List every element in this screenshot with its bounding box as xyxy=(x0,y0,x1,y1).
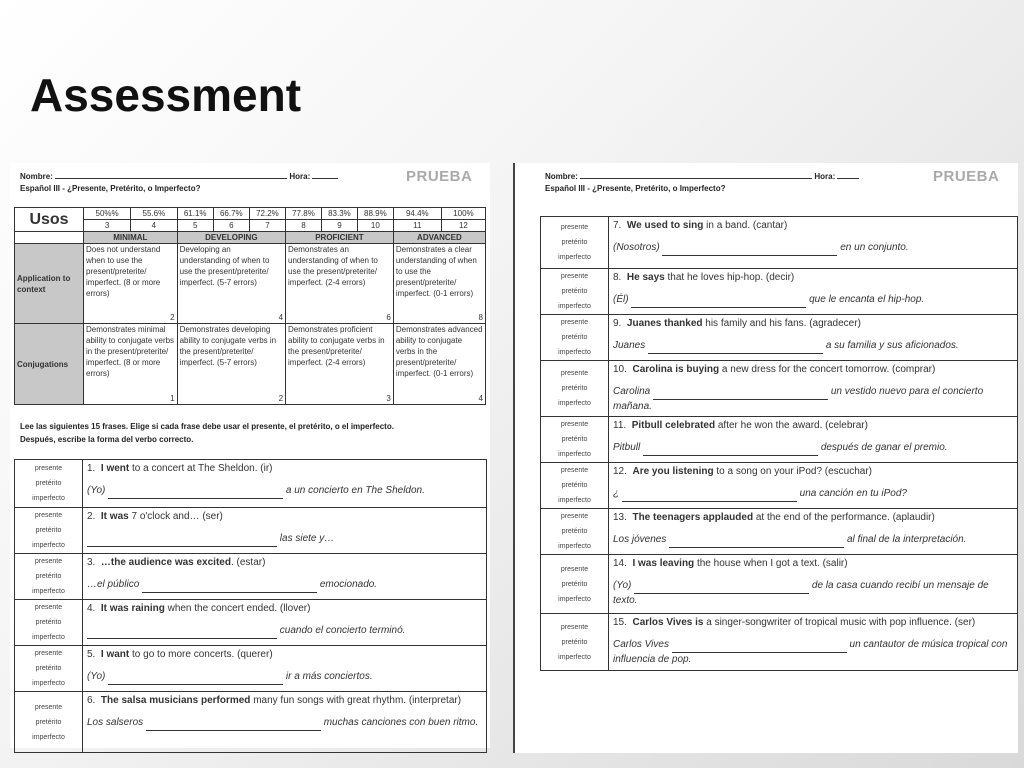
percent: 61.1% xyxy=(177,208,213,220)
rubric-cell xyxy=(84,244,178,324)
question-cell xyxy=(609,417,1018,463)
question-prompt xyxy=(87,648,482,662)
tense-option-pretérito[interactable]: pretérito xyxy=(35,665,62,672)
answer-blank[interactable] xyxy=(669,533,844,548)
question-row xyxy=(541,361,1018,417)
answer-ending: emocionado. xyxy=(319,579,378,590)
answer-blank[interactable] xyxy=(622,487,797,502)
tense-option-pretérito[interactable]: pretérito xyxy=(35,573,62,580)
tense-option-imperfecto[interactable]: imperfecto xyxy=(32,634,65,641)
question-text: many fun songs with great rhythm. (interpretar) xyxy=(250,695,462,706)
tense-options xyxy=(15,646,83,692)
score: 4 xyxy=(131,220,177,232)
rubric-cell xyxy=(393,244,485,324)
questions-table-1 xyxy=(14,459,487,753)
question-cell xyxy=(609,463,1018,509)
answer-blank[interactable] xyxy=(87,532,277,547)
question-text: after he won the award. (celebrar) xyxy=(715,420,868,431)
tense-options xyxy=(15,554,83,600)
question-row xyxy=(541,417,1018,463)
rubric-row-label: Application to context xyxy=(15,244,84,324)
tense-options xyxy=(541,361,609,417)
tense-option-imperfecto[interactable]: imperfecto xyxy=(32,680,65,687)
answer-blank[interactable] xyxy=(634,579,809,594)
tense-option-imperfecto[interactable]: imperfecto xyxy=(558,497,591,504)
answer-sentence xyxy=(613,487,1013,502)
tense-options xyxy=(15,692,83,753)
question-number: 6. xyxy=(87,695,96,706)
tense-option-presente[interactable]: presente xyxy=(34,465,63,472)
rubric-descriptor: Does not understand when to use the present/preterite/ imperfect. (8 or more errors) xyxy=(86,245,161,298)
answer-blank[interactable] xyxy=(108,484,283,499)
answer-ending: muchas canciones con buen ritmo. xyxy=(323,717,479,728)
answer-ending: un vestido nuevo para el concierto mañana. xyxy=(613,386,984,412)
tense-options xyxy=(541,555,609,614)
answer-blank[interactable] xyxy=(648,339,823,354)
answer-sentence xyxy=(87,670,482,685)
question-key-phrase: Carolina is buying xyxy=(632,364,720,375)
question-key-phrase: I went xyxy=(100,463,130,474)
tense-options xyxy=(541,417,609,463)
question-cell xyxy=(609,555,1018,614)
rubric-descriptor: Demonstrates proficient ability to conjugate verbs in the present/preterite/ imperfect. (2-4 errors) xyxy=(288,325,385,367)
question-prompt xyxy=(613,271,1013,285)
tense-options xyxy=(541,217,609,269)
answer-blank[interactable] xyxy=(653,385,828,400)
answer-subject: Los salseros xyxy=(87,717,144,728)
instruction-line: Lee las siguientes 15 frases. Elige si cada frase debe usar el presente, el pretérito, o el imperfecto. xyxy=(20,422,394,431)
question-text: to go to more concerts. (querer) xyxy=(129,649,273,660)
answer-sentence xyxy=(87,484,482,499)
question-prompt xyxy=(87,694,482,708)
question-number: 1. xyxy=(87,463,96,474)
rubric-table xyxy=(14,207,486,405)
question-prompt xyxy=(87,602,482,616)
answer-ending: cuando el concierto terminó. xyxy=(279,625,406,636)
question-number: 5. xyxy=(87,649,96,660)
question-row xyxy=(15,508,487,554)
tense-option-pretérito[interactable]: pretérito xyxy=(35,527,62,534)
answer-subject: Carlos Vives xyxy=(613,639,669,650)
rubric-points: 8 xyxy=(478,313,483,322)
score: 12 xyxy=(441,220,485,232)
name-label: Nombre: xyxy=(20,172,53,181)
rubric-descriptor: Demonstrates an understanding of when to use the present/preterite/ imperfect. (2-4 errors) xyxy=(288,245,378,287)
answer-subject: (Él) xyxy=(613,294,629,305)
tense-option-imperfecto[interactable]: imperfecto xyxy=(558,595,591,603)
question-text: a new dress for the concert tomorrow. (comprar) xyxy=(719,364,936,375)
question-prompt xyxy=(613,616,1013,630)
question-row xyxy=(541,509,1018,555)
level-minimal: MINIMAL xyxy=(84,232,178,244)
worksheet-subtitle: Español III - ¿Presente, Pretérito, o Imperfecto? xyxy=(545,184,726,193)
answer-sentence xyxy=(87,532,482,547)
tense-option-presente[interactable]: presente xyxy=(34,650,63,657)
answer-subject: (Nosotros) xyxy=(613,242,660,253)
tense-option-imperfecto[interactable]: imperfecto xyxy=(32,495,65,502)
question-key-phrase: Are you listening xyxy=(632,466,714,477)
tense-option-pretérito[interactable]: pretérito xyxy=(561,638,588,646)
rubric-cell xyxy=(286,244,394,324)
question-row xyxy=(541,217,1018,269)
question-key-phrase: The salsa musicians performed xyxy=(100,695,251,706)
tense-option-pretérito[interactable]: pretérito xyxy=(561,436,588,443)
answer-blank[interactable] xyxy=(672,638,847,653)
score: 6 xyxy=(213,220,249,232)
tense-option-presente[interactable]: presente xyxy=(560,224,589,231)
score: 10 xyxy=(357,220,393,232)
instructions xyxy=(20,420,394,446)
question-prompt xyxy=(613,419,1013,433)
tense-option-pretérito[interactable]: pretérito xyxy=(561,528,588,535)
question-row xyxy=(15,600,487,646)
question-row xyxy=(541,463,1018,509)
rubric-row xyxy=(15,244,486,324)
question-cell xyxy=(609,361,1018,417)
rubric-points: 4 xyxy=(278,313,284,322)
tense-option-imperfecto[interactable]: imperfecto xyxy=(558,451,591,458)
rubric-points: 4 xyxy=(478,394,483,403)
usos-header: Usos xyxy=(15,208,84,232)
question-key-phrase: Pitbull celebrated xyxy=(631,420,716,431)
answer-subject: ¿ xyxy=(613,488,620,499)
rubric-descriptor: Developing an understanding of when to use the present/preterite/ imperfect. (5-7 errors) xyxy=(179,245,270,287)
question-row xyxy=(15,692,487,753)
answer-subject: …el público xyxy=(87,579,140,590)
question-key-phrase: Juanes thanked xyxy=(626,318,703,329)
questions-table-2 xyxy=(540,216,1018,671)
tense-option-presente[interactable]: presente xyxy=(34,703,63,711)
question-text: to a concert at The Sheldon. (ir) xyxy=(129,463,273,474)
answer-sentence xyxy=(87,578,482,593)
level-proficient: PROFICIENT xyxy=(286,232,394,244)
question-number: 9. xyxy=(613,318,622,329)
question-key-phrase: It was raining xyxy=(100,603,165,614)
question-number: 11. xyxy=(613,420,627,431)
rubric-points: 1 xyxy=(170,394,175,403)
tense-option-presente[interactable]: presente xyxy=(34,604,63,611)
answer-blank[interactable] xyxy=(631,293,806,308)
question-number: 10. xyxy=(613,364,627,375)
tense-option-imperfecto[interactable]: imperfecto xyxy=(558,303,591,310)
tense-option-presente[interactable]: presente xyxy=(560,319,589,326)
question-cell xyxy=(609,509,1018,555)
answer-blank[interactable] xyxy=(643,441,818,456)
level-advanced: ADVANCED xyxy=(393,232,485,244)
answer-subject: (Yo) xyxy=(613,580,632,591)
question-prompt xyxy=(87,510,482,524)
tense-option-presente[interactable]: presente xyxy=(34,512,63,519)
answer-blank[interactable] xyxy=(662,241,837,256)
question-key-phrase: We used to sing xyxy=(626,220,704,231)
rubric-points: 3 xyxy=(386,394,391,403)
question-cell xyxy=(83,554,487,600)
name-field xyxy=(545,172,859,181)
answer-ending: después de ganar el premio. xyxy=(820,442,948,453)
question-cell xyxy=(83,460,487,508)
answer-sentence xyxy=(613,385,1013,414)
prueba-stamp: PRUEBA xyxy=(933,168,1000,185)
question-key-phrase: I was leaving xyxy=(632,558,695,569)
name-label: Nombre: xyxy=(545,172,578,181)
question-number: 13. xyxy=(613,512,627,523)
tense-options xyxy=(15,460,83,508)
rubric-points: 6 xyxy=(386,313,391,322)
instruction-line: Después, escribe la forma del verbo correcto. xyxy=(20,435,194,444)
tense-option-pretérito[interactable]: pretérito xyxy=(561,288,588,295)
percent: 72.2% xyxy=(249,208,285,220)
answer-ending: un cantautor de música tropical con influencia de pop. xyxy=(613,639,1008,665)
tense-option-presente[interactable]: presente xyxy=(560,273,589,280)
question-prompt xyxy=(87,556,482,570)
answer-ending: de la casa cuando recibí un mensaje de texto. xyxy=(613,580,989,606)
answer-ending: una canción en tu iPod? xyxy=(799,488,907,499)
worksheet-page-1 xyxy=(10,163,490,748)
question-text: his family and his fans. (agradecer) xyxy=(702,318,861,329)
percent: 77.8% xyxy=(286,208,322,220)
question-row xyxy=(541,614,1018,671)
question-cell xyxy=(609,315,1018,361)
question-text: that he loves hip-hop. (decir) xyxy=(664,272,795,283)
question-key-phrase: It was xyxy=(100,511,129,522)
rubric-points: 2 xyxy=(278,394,284,403)
worksheet-subtitle: Español III - ¿Presente, Pretérito, o Imperfecto? xyxy=(20,184,201,193)
level-developing: DEVELOPING xyxy=(177,232,285,244)
question-prompt xyxy=(613,557,1013,571)
answer-sentence xyxy=(613,339,1013,354)
tense-option-imperfecto[interactable]: imperfecto xyxy=(558,400,591,407)
answer-ending: a un concierto en The Sheldon. xyxy=(285,485,425,496)
tense-options xyxy=(541,269,609,315)
question-number: 14. xyxy=(613,558,627,569)
tense-option-imperfecto[interactable]: imperfecto xyxy=(558,543,591,550)
score: 3 xyxy=(84,220,131,232)
rubric-descriptor: Demonstrates a clear understanding of when to use the present/preterite/ imperfect. (0-1 errors) xyxy=(395,245,477,298)
answer-subject: Los jóvenes xyxy=(613,534,667,545)
question-number: 15. xyxy=(613,617,627,628)
question-text: 7 o'clock and… (ser) xyxy=(128,511,223,522)
answer-subject: Juanes xyxy=(613,340,646,351)
question-prompt xyxy=(87,462,482,476)
answer-sentence xyxy=(87,624,482,639)
tense-options xyxy=(15,508,83,554)
question-row xyxy=(541,269,1018,315)
tense-option-presente[interactable]: presente xyxy=(560,421,589,428)
tense-option-presente[interactable]: presente xyxy=(560,565,589,573)
percent: 94.4% xyxy=(393,208,441,220)
percent: 100% xyxy=(441,208,485,220)
question-prompt xyxy=(613,465,1013,479)
percent: 83.3% xyxy=(321,208,357,220)
tense-options xyxy=(15,600,83,646)
tense-option-pretérito[interactable]: pretérito xyxy=(561,385,588,392)
question-row xyxy=(541,315,1018,361)
tense-option-pretérito[interactable]: pretérito xyxy=(35,718,62,726)
question-number: 3. xyxy=(87,557,96,568)
rubric-cell xyxy=(177,324,285,405)
answer-blank[interactable] xyxy=(142,578,317,593)
question-row xyxy=(15,554,487,600)
question-prompt xyxy=(613,511,1013,525)
tense-option-imperfecto[interactable]: imperfecto xyxy=(558,349,591,356)
tense-option-pretérito[interactable]: pretérito xyxy=(561,482,588,489)
answer-ending: a su familia y sus aficionados. xyxy=(825,340,959,351)
rubric-cell xyxy=(177,244,285,324)
tense-option-presente[interactable]: presente xyxy=(560,623,589,631)
answer-blank[interactable] xyxy=(108,670,283,685)
score: 11 xyxy=(393,220,441,232)
score: 7 xyxy=(249,220,285,232)
rubric-row xyxy=(15,324,486,405)
score: 8 xyxy=(286,220,322,232)
hora-label: Hora: xyxy=(289,172,311,181)
rubric-descriptor: Demonstrates developing ability to conjugate verbs in the present/preterite/ imperfect. (5-7 errors) xyxy=(179,325,277,367)
question-cell xyxy=(609,269,1018,315)
question-key-phrase: He says xyxy=(626,272,665,283)
answer-sentence xyxy=(613,241,1013,256)
tense-option-imperfecto[interactable]: imperfecto xyxy=(558,254,591,261)
tense-options xyxy=(541,463,609,509)
answer-sentence xyxy=(87,716,482,731)
question-key-phrase: The teenagers applauded xyxy=(632,512,754,523)
question-row xyxy=(15,460,487,508)
question-row xyxy=(541,555,1018,614)
question-cell xyxy=(609,217,1018,269)
rubric-cell xyxy=(286,324,394,405)
question-prompt xyxy=(613,317,1013,331)
tense-option-pretérito[interactable]: pretérito xyxy=(35,619,62,626)
slide-title: Assessment xyxy=(30,69,302,121)
score: 5 xyxy=(177,220,213,232)
percent: 88.9% xyxy=(357,208,393,220)
answer-ending: las siete y… xyxy=(279,533,335,544)
answer-sentence xyxy=(613,638,1013,667)
question-key-phrase: Carlos Vives is xyxy=(632,617,704,628)
question-cell xyxy=(83,646,487,692)
tense-option-presente[interactable]: presente xyxy=(560,513,589,520)
question-text: to a song on your iPod? (escuchar) xyxy=(713,466,873,477)
question-number: 4. xyxy=(87,603,96,614)
answer-sentence xyxy=(613,293,1013,308)
rubric-row-label: Conjugations xyxy=(15,324,84,405)
rubric-cell xyxy=(393,324,485,405)
question-prompt xyxy=(613,363,1013,377)
tense-option-presente[interactable]: presente xyxy=(560,370,589,377)
tense-option-pretérito[interactable]: pretérito xyxy=(561,334,588,341)
answer-blank[interactable] xyxy=(146,716,321,731)
tense-option-presente[interactable]: presente xyxy=(34,558,63,565)
tense-options xyxy=(541,509,609,555)
question-number: 7. xyxy=(613,220,622,231)
question-row xyxy=(15,646,487,692)
question-text: at the end of the performance. (aplaudir) xyxy=(753,512,935,523)
rubric-points: 2 xyxy=(170,313,175,322)
tense-option-pretérito[interactable]: pretérito xyxy=(561,239,588,246)
percent: 66.7% xyxy=(213,208,249,220)
question-text: in a band. (cantar) xyxy=(703,220,788,231)
score: 9 xyxy=(321,220,357,232)
answer-subject: Pitbull xyxy=(613,442,641,453)
rubric-descriptor: Demonstrates advanced ability to conjugate verbs in the present/preterite/ imperfect. (0-1 errors) xyxy=(395,325,483,378)
answer-ending: al final de la interpretación. xyxy=(846,534,967,545)
tense-options xyxy=(541,614,609,671)
question-number: 8. xyxy=(613,272,622,283)
percent: 55.6% xyxy=(131,208,177,220)
question-cell xyxy=(83,692,487,753)
question-cell xyxy=(83,600,487,646)
tense-option-imperfecto[interactable]: imperfecto xyxy=(32,588,65,595)
answer-subject: (Yo) xyxy=(87,671,106,682)
answer-ending: en un conjunto. xyxy=(840,242,909,253)
tense-option-pretérito[interactable]: pretérito xyxy=(561,580,588,588)
answer-subject: Carolina xyxy=(613,386,651,397)
question-number: 2. xyxy=(87,511,96,522)
answer-ending: ir a más conciertos. xyxy=(285,671,373,682)
prueba-stamp: PRUEBA xyxy=(406,168,473,185)
tense-option-presente[interactable]: presente xyxy=(560,467,589,474)
question-text: a singer-songwriter of tropical music with pop influence. (ser) xyxy=(703,617,976,628)
question-key-phrase: I want xyxy=(100,649,130,660)
question-cell xyxy=(83,508,487,554)
answer-ending: que le encanta el hip-hop. xyxy=(809,294,925,305)
question-text: the house when I got a text. (salir) xyxy=(694,558,848,569)
tense-options xyxy=(541,315,609,361)
tense-option-imperfecto[interactable]: imperfecto xyxy=(558,653,591,661)
question-text: . (estar) xyxy=(230,557,266,568)
question-key-phrase: …the audience was excited xyxy=(100,557,231,568)
name-field xyxy=(20,172,338,181)
rubric-descriptor: Demonstrates minimal ability to conjugate verbs in the present/preterite/ imperfect. (8 or more errors) xyxy=(86,325,175,378)
percent: 50%% xyxy=(84,208,131,220)
question-prompt xyxy=(613,219,1013,233)
answer-subject: (Yo) xyxy=(87,485,106,496)
answer-sentence xyxy=(613,441,1013,456)
tense-option-pretérito[interactable]: pretérito xyxy=(35,480,62,487)
rubric-cell xyxy=(84,324,178,405)
answer-sentence xyxy=(613,579,1013,608)
question-number: 12. xyxy=(613,466,627,477)
question-cell xyxy=(609,614,1018,671)
question-text: when the concert ended. (llover) xyxy=(164,603,311,614)
answer-blank[interactable] xyxy=(87,624,277,639)
worksheet-page-2 xyxy=(513,163,1018,753)
tense-option-imperfecto[interactable]: imperfecto xyxy=(32,733,65,741)
tense-option-imperfecto[interactable]: imperfecto xyxy=(32,542,65,549)
hora-label: Hora: xyxy=(814,172,836,181)
answer-sentence xyxy=(613,533,1013,548)
